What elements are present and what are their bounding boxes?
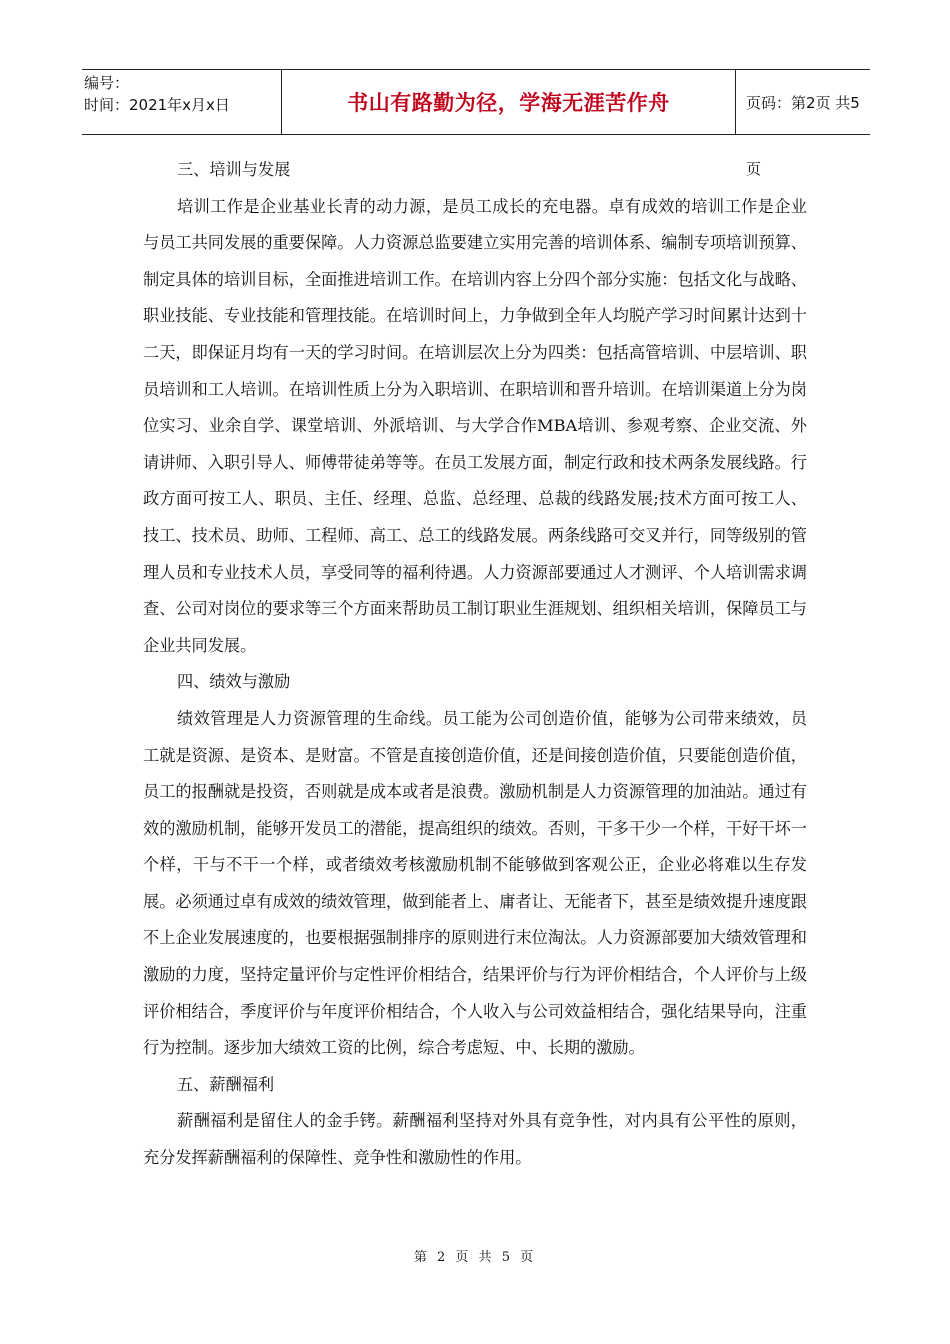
paragraph-performance: 绩效管理是人力资源管理的生命线。员工能为公司创造价值，能够为公司带来绩效，员工就是资源、是资本、是财富。不管是直接创造价值，还是间接创造价值，只要能创造价值，员工的报酬就是投资，否则就是成本或者是浪费。激励机制是人力资源管理的加油站。通过有效的激励机制，能够开发员工的潜能，提高组织的绩效。否则，干多干少一个样，干好干坏一个样，干与不干一个样，或者绩效考核激励机制不能够做到客观公正，企业必将难以生存发展。必须通过卓有成效的绩效管理，做到能者上、庸者让、无能者下，甚至是绩效提升速度跟不上企业发展速度的，也要根据强制排序的原则进行末位淘汰。人力资源部要加大绩效管理和激励的力度，坚持定量评价与定性评价相结合，结果评价与行为评价相结合，个人评价与上级评价相结合，季度评价与年度评价相结合，个人收入与公司效益相结合，强化结果导向，注重行为控制。逐步加大绩效工资的比例，综合考虑短、中、长期的激励。 [143, 708, 807, 1058]
paragraph-compensation: 薪酬福利是留住人的金手铐。薪酬福利坚持对外具有竞争性，对内具有公平性的原则，充分发挥薪酬福利的保障性、竞争性和激励性的作用。 [143, 1111, 807, 1168]
header-motto: 书山有路勤为径，学海无涯苦作舟 [347, 91, 670, 115]
document-body [143, 152, 807, 1177]
document-date-label: 时间：2021年x月x日 [84, 96, 230, 114]
header-page-cell [736, 70, 870, 178]
document-number-label: 编号： [84, 74, 130, 92]
section-heading-compensation: 五、薪酬福利 [177, 1074, 275, 1094]
page-footer: 第 2 页 共 5 页 [413, 1250, 537, 1265]
section-heading-performance: 四、绩效与激励 [177, 672, 291, 692]
section-heading-training: 三、培训与发展 [177, 160, 291, 179]
header-left-cell [82, 70, 282, 134]
header-motto-cell [282, 70, 736, 134]
header-page-number: 页码：第2页 共5页 [746, 94, 860, 178]
paragraph-training: 培训工作是企业基业长青的动力源，是员工成长的充电器。卓有成效的培训工作是企业与员工共同发展的重要保障。人力资源总监要建立实用完善的培训体系、编制专项培训预算、制定具体的培训目标，全面推进培训工作。在培训内容上分四个部分实施：包括文化与战略、职业技能、专业技能和管理技能。在培训时间上，力争做到全年人均脱产学习时间累计达到十二天，即保证月均有一天的学习时间。在培训层次上分为四类：包括高管培训、中层培训、职员培训和工人培训。在培训性质上分为入职培训、在职培训和晋升培训。在培训渠道上分为岗位实习、业余自学、课堂培训、外派培训、与大学合作MBA培训、参观考察、企业交流、外请讲师、入职引导人、师傅带徒弟等等。在员工发展方面，制定行政和技术两条发展线路。行政方面可按工人、职员、主任、经理、总监、总经理、总裁的线路发展;技术方面可按工人、技工、技术员、助师、工程师、高工、总工的线路发展。两条线路可交叉并行，同等级别的管理人员和专业技术人员，享受同等的福利待遇。人力资源部要通过人才测评、个人培训需求调查、公司对岗位的要求等三个方面来帮助员工制订职业生涯规划、组织相关培训，保障员工与企业共同发展。 [143, 196, 807, 655]
